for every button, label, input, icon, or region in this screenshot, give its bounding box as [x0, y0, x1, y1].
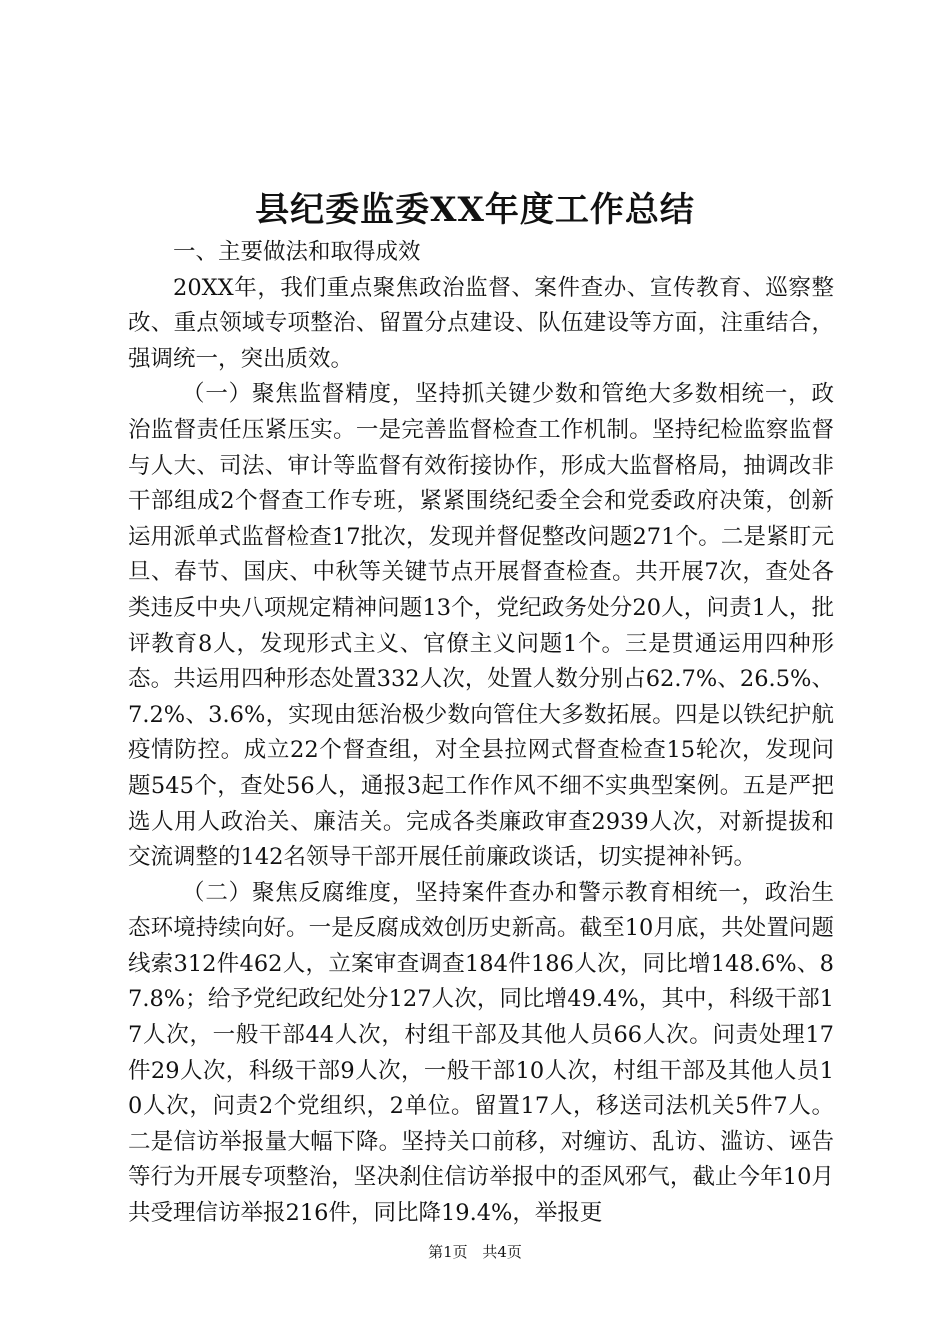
page-footer: [0, 1242, 950, 1262]
page-number: 第1页: [428, 1243, 468, 1261]
section-heading: 一、主要做法和取得成效: [173, 239, 421, 265]
intro-paragraph: 20XX年，我们重点聚焦政治监督、案件查办、宣传教育、巡察整改、重点领域专项整治、留置分点建设、队伍建设等方面，注重结合，强调统一，突出质效。: [128, 274, 834, 372]
paragraph-anticorruption: （二）聚焦反腐维度，坚持案件查办和警示教育相统一，政治生态环境持续向好。一是反腐成效创历史新高。截至10月底，共处置问题线索312件462人，立案审查调查184件186人次，同比增148.6%、87.8%；给予党纪政纪处分127人次，同比增49.4%，其中，科级干部17人次，一般干部44人次，村组干部及其他人员66人次。问责处理17件29人次，科级干部9人次，一般干部10人次，村组干部及其他人员10人次，问责2个党组织，2单位。留置17人，移送司法机关5件7人。二是信访举报量大幅下降。坚持关口前移，对缠访、乱访、滥访、诬告等行为开展专项整治，坚决刹住信访举报中的歪风邪气，截止今年10月共受理信访举报216件，同比降19.4%，举报更: [128, 879, 834, 1227]
page-total: 共4页: [482, 1243, 522, 1261]
document-body: [128, 235, 834, 1232]
document-title: 县纪委监委XX年度工作总结: [255, 190, 695, 230]
paragraph-supervision: （一）聚焦监督精度，坚持抓关键少数和管绝大多数相统一，政治监督责任压紧压实。一是完善监督检查工作机制。坚持纪检监察监督与人大、司法、审计等监督有效衔接协作，形成大监督格局，抽调改非干部组成2个督查工作专班，紧紧围绕纪委全会和党委政府决策，创新运用派单式监督检查17批次，发现并督促整改问题271个。二是紧盯元旦、春节、国庆、中秋等关键节点开展督查检查。共开展7次，查处各类违反中央八项规定精神问题13个，党纪政务处分20人，问责1人，批评教育8人，发现形式主义、官僚主义问题1个。三是贯通运用四种形态。共运用四种形态处置332人次，处置人数分别占62.7%、26.5%、7.2%、3.6%，实现由惩治极少数向管住大多数拓展。四是以铁纪护航疫情防控。成立22个督查组，对全县拉网式督查检查15轮次，发现问题545个，查处56人，通报3起工作作风不细不实典型案例。五是严把选人用人政治关、廉洁关。完成各类廉政审查2939人次，对新提拔和交流调整的142名领导干部开展任前廉政谈话，切实提神补钙。: [128, 381, 834, 871]
